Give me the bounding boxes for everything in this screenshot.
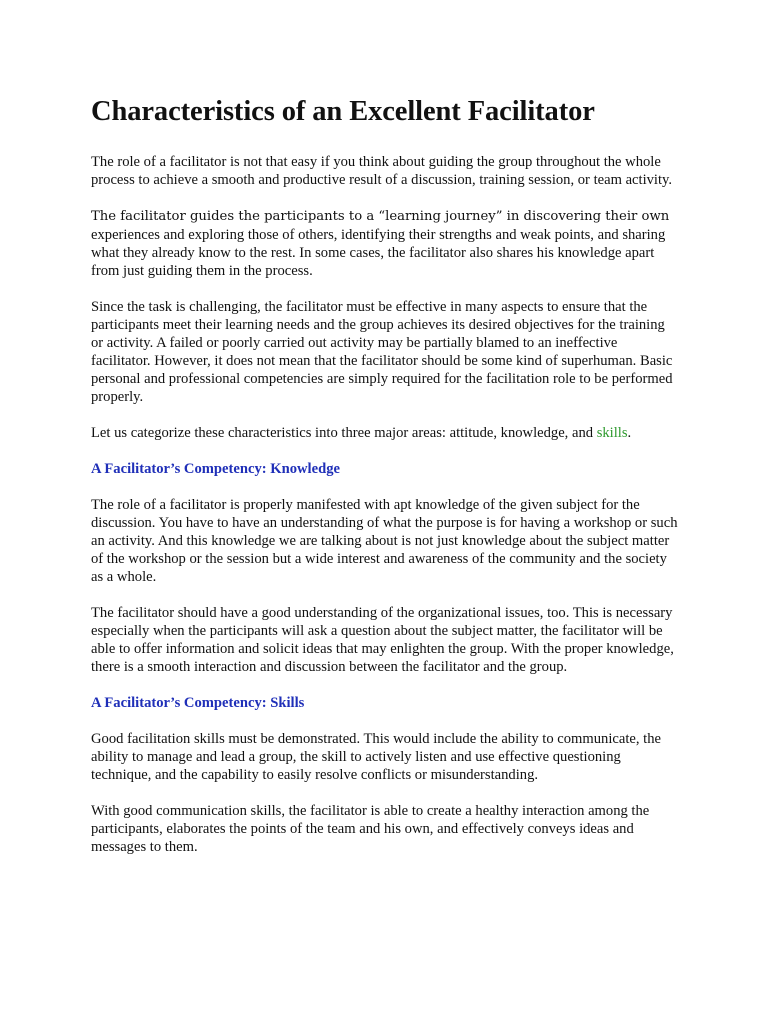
intro-paragraph: The role of a facilitator is not that easy if you think about guiding the group throughout the whole process to achieve a smooth and productive result of a discussion, training session, or team activity. xyxy=(91,154,673,188)
knowledge-paragraph-1: The role of a facilitator is properly manifested with apt knowledge of the given subject for the discussion. You have to have an understanding of what the purpose is for having a workshop or such an activity. And this knowledge we are talking about is not just knowledge about the subject matter of the workshop or the session but a wide interest and awareness of the community and the society as a whole. xyxy=(91,497,678,585)
skills-link[interactable]: skills xyxy=(596,425,628,441)
knowledge-paragraph-2: The facilitator should have a good understanding of the organizational issues, too. This is necessary especially when the participants will ask a question about the subject matter, the facilitator will be able to offer information and solicit ideas that may enlighten the group. With the proper knowledge, there is a smooth interaction and discussion between the facilitator and the group. xyxy=(91,605,674,675)
categorize-paragraph xyxy=(91,424,678,442)
skills-paragraph-1: Good facilitation skills must be demonstrated. This would include the ability to communicate, the ability to manage and lead a group, the skill to actively listen and use effective questioning technique, and the capability to easily resolve conflicts or misunderstanding. xyxy=(91,731,661,783)
task-challenging-paragraph: Since the task is challenging, the facilitator must be effective in many aspects to ensure that the participants meet their learning needs and the group achieves its desired objectives for the training or activity. A failed or poorly carried out activity may be partially blamed to an ineffective facilitator. However, it does not mean that the facilitator should be some kind of superhuman. Basic personal and professional competencies are simply required for the facilitation role to be performed properly. xyxy=(91,299,673,405)
skills-heading: A Facilitator’s Competency: Skills xyxy=(91,695,305,711)
knowledge-heading: A Facilitator’s Competency: Knowledge xyxy=(91,461,340,477)
page-title: Characteristics of an Excellent Facilitator xyxy=(91,96,595,127)
learning-journey-lead: The facilitator guides the participants to a “learning journey” in discovering their own xyxy=(91,209,670,224)
categorize-end: . xyxy=(627,425,632,441)
learning-journey-paragraph xyxy=(91,207,678,280)
learning-journey-rest: experiences and exploring those of others, identifying their strengths and weak points, and sharing what they already know to the rest. In some cases, the facilitator also shares his knowledge apart from just guiding them in the process. xyxy=(91,227,666,279)
categorize-text: Let us categorize these characteristics into three major areas: attitude, knowledge, and xyxy=(91,425,597,441)
skills-paragraph-2: With good communication skills, the facilitator is able to create a healthy interaction among the participants, elaborates the points of the team and his own, and effectively conveys ideas and messages to them. xyxy=(91,803,650,855)
